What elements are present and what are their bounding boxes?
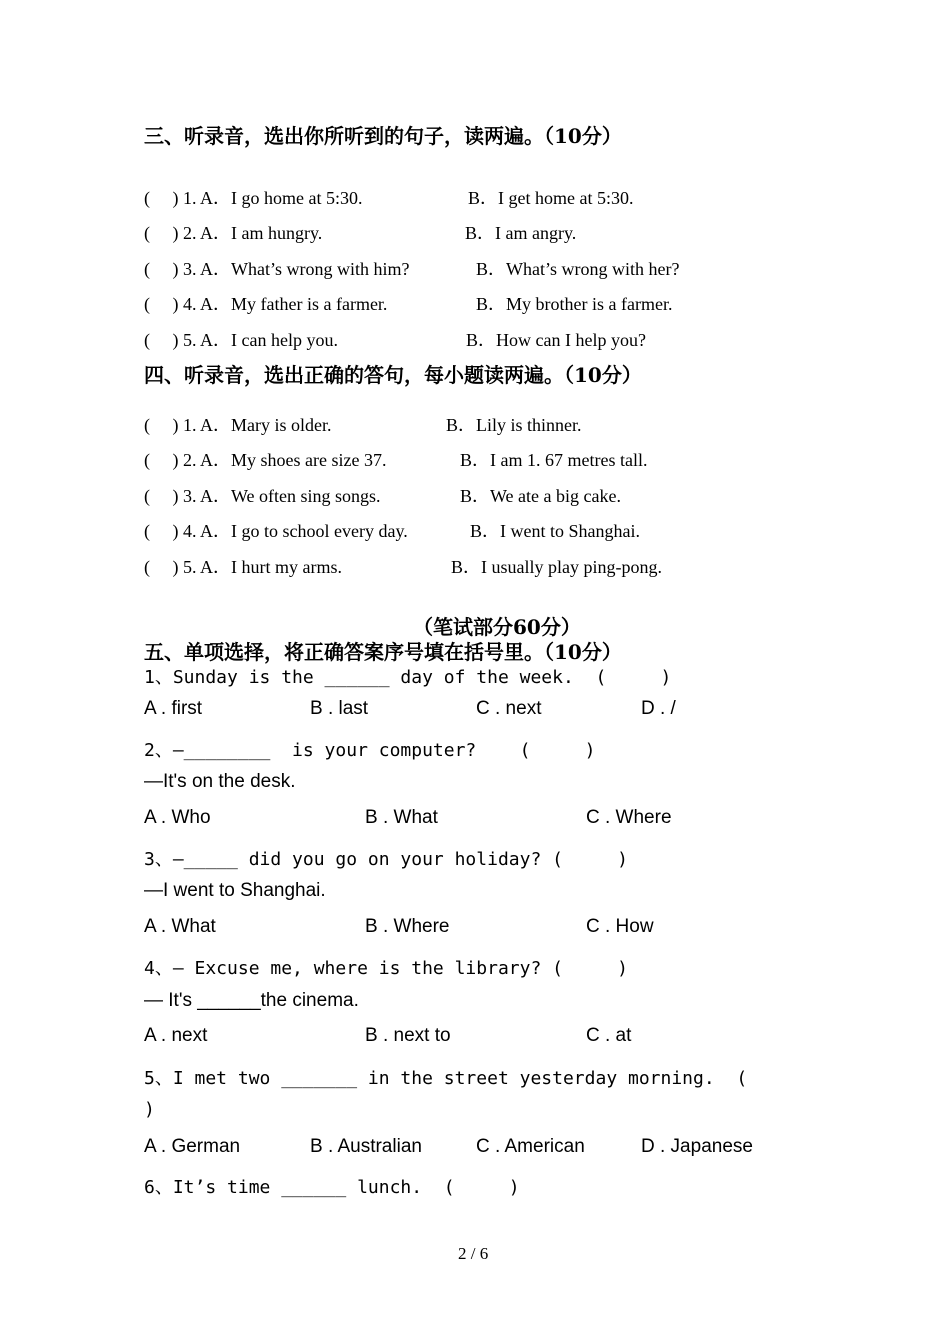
- s5-q3-answer: —I went to Shanghai.: [144, 880, 326, 901]
- section5-title: 五、单项选择，将正确答案序号填在括号里。（10分）: [144, 640, 622, 664]
- s5-q5-text-cont: ): [144, 1099, 155, 1120]
- section3-title: 三、听录音，选出你所听到的句子，读两遍。（10分）: [144, 124, 622, 148]
- s5-q5-option-c: C . American: [476, 1136, 585, 1157]
- s5-q6-text: 6、It’s time ______ lunch. ( ): [144, 1177, 520, 1198]
- s5-q1-option-a: A . first: [144, 698, 203, 719]
- s5-q4-answer: — It's ______the cinema.: [144, 990, 359, 1011]
- s5-q1-option-c: C . next: [476, 698, 542, 719]
- s5-q2-text: 2、—________ is your computer? ( ): [144, 740, 596, 761]
- s5-q3-option-c: C . How: [586, 916, 654, 937]
- s3-q1-option-b: B．I get home at 5:30.: [468, 188, 634, 208]
- s4-q3: ( ) 3. A．We often sing songs.: [144, 486, 381, 506]
- s4-q1: ( ) 1. A．Mary is older.: [144, 415, 332, 435]
- s5-q2-option-b: B . What: [365, 807, 438, 828]
- s5-q2-answer: —It's on the desk.: [144, 771, 296, 792]
- s5-q5-option-a: A . German: [144, 1136, 241, 1157]
- s3-q5-option-b: B．How can I help you?: [466, 330, 646, 350]
- s5-q5-text: 5、I met two _______ in the street yesterday morning. (: [144, 1068, 748, 1089]
- s3-q3-option-b: B．What’s wrong with her?: [476, 259, 680, 279]
- s3-q2: ( ) 2. A．I am hungry.: [144, 223, 323, 243]
- s4-q5-option-b: B．I usually play ping-pong.: [451, 557, 662, 577]
- s4-q4-option-b: B．I went to Shanghai.: [470, 521, 640, 541]
- written-part-header: （笔试部分60分）: [413, 615, 581, 639]
- s4-q1-option-b: B．Lily is thinner.: [446, 415, 582, 435]
- s3-q1: ( ) 1. A．I go home at 5:30.: [144, 188, 363, 208]
- s5-q4-option-c: C . at: [586, 1025, 632, 1046]
- s5-q2-option-a: A . Who: [144, 807, 211, 828]
- s5-q5-option-b: B . Australian: [310, 1136, 422, 1157]
- s4-q4: ( ) 4. A．I go to school every day.: [144, 521, 408, 541]
- section4-title: 四、听录音，选出正确的答句，每小题读两遍。（10分）: [144, 363, 642, 387]
- s3-q2-option-b: B．I am angry.: [465, 223, 577, 243]
- s5-q1-option-b: B . last: [310, 698, 369, 719]
- s4-q5: ( ) 5. A．I hurt my arms.: [144, 557, 342, 577]
- page-number: 2 / 6: [458, 1244, 489, 1263]
- s3-q4-option-b: B．My brother is a farmer.: [476, 294, 673, 314]
- s5-q1-option-d: D . /: [641, 698, 676, 719]
- s5-q4-text: 4、— Excuse me, where is the library? ( ): [144, 958, 628, 979]
- s4-q2: ( ) 2. A．My shoes are size 37.: [144, 450, 387, 470]
- s5-q2-option-c: C . Where: [586, 807, 672, 828]
- s4-q3-option-b: B．We ate a big cake.: [460, 486, 621, 506]
- s5-q1-text: 1、Sunday is the ______ day of the week. ( ): [144, 667, 672, 688]
- s3-q3: ( ) 3. A．What’s wrong with him?: [144, 259, 410, 279]
- s3-q4: ( ) 4. A．My father is a farmer.: [144, 294, 388, 314]
- s5-q3-option-b: B . Where: [365, 916, 450, 937]
- s3-q5: ( ) 5. A．I can help you.: [144, 330, 338, 350]
- s5-q4-option-a: A . next: [144, 1025, 208, 1046]
- s4-q2-option-b: B．I am 1. 67 metres tall.: [460, 450, 648, 470]
- s5-q5-option-d: D . Japanese: [641, 1136, 753, 1157]
- s5-q3-text: 3、—_____ did you go on your holiday? ( ): [144, 849, 628, 870]
- s5-q3-option-a: A . What: [144, 916, 216, 937]
- s5-q4-option-b: B . next to: [365, 1025, 451, 1046]
